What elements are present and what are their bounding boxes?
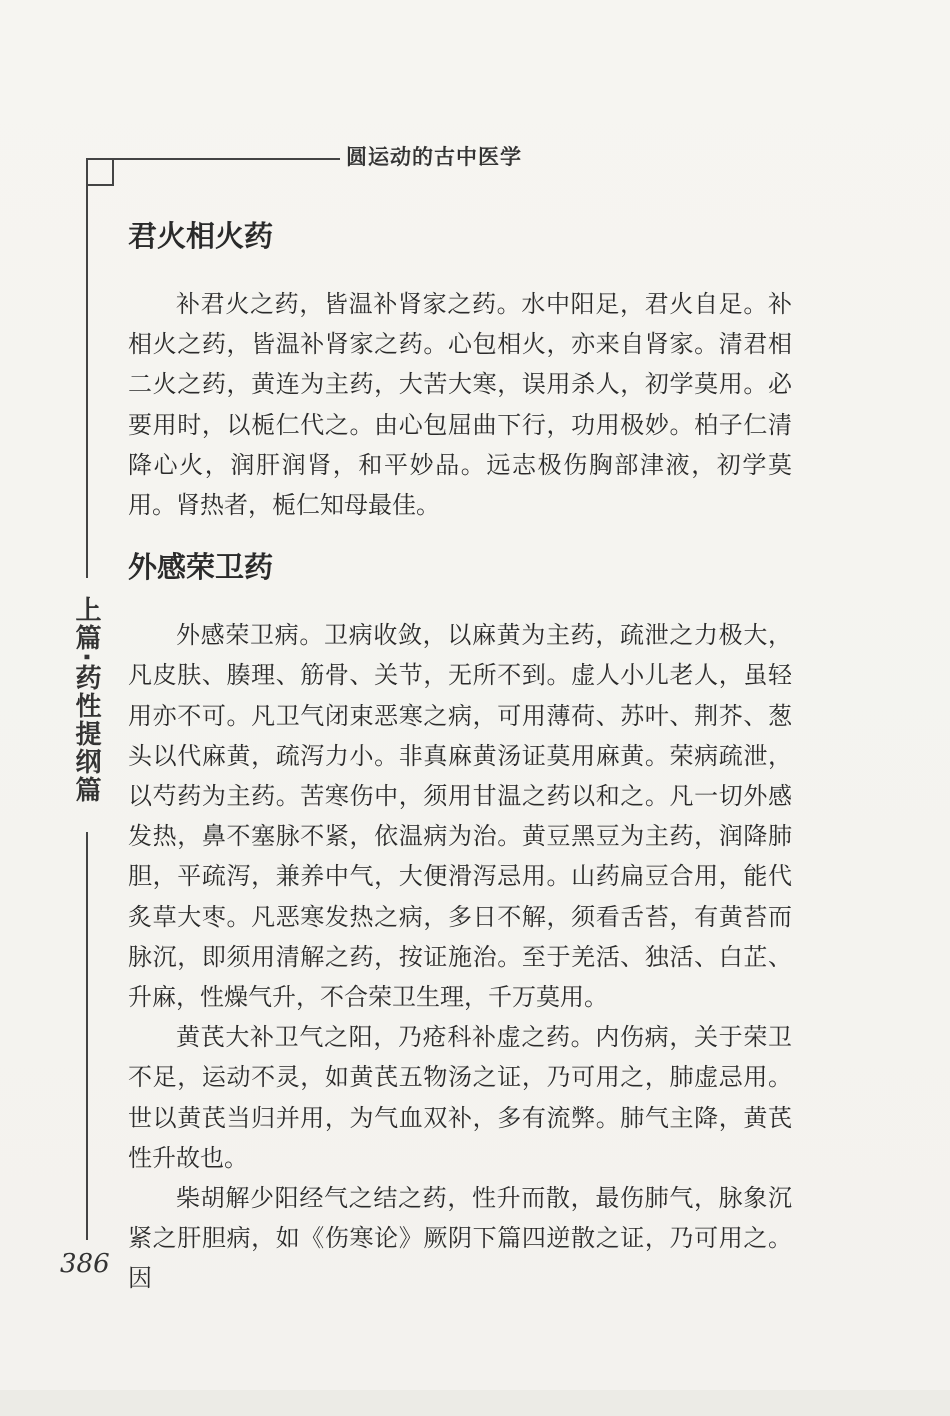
scan-edge: [0, 1390, 950, 1416]
page-body: [128, 214, 792, 1299]
header-rule: [86, 158, 340, 160]
running-header-title: 圆运动的古中医学: [346, 145, 522, 169]
chapter-label: 上篇·药性提纲篇: [71, 596, 101, 804]
page-number: 386: [60, 1249, 110, 1279]
paragraph: 外感荣卫病。卫病收敛，以麻黄为主药，疏泄之力极大，凡皮肤、腠理、筋骨、关节，无所不到。虚人小儿老人，虽轻用亦不可。凡卫气闭束恶寒之病，可用薄荷、苏叶、荆芥、葱头以代麻黄，疏泻力小。非真麻黄汤证莫用麻黄。荣病疏泄，以芍药为主药。苦寒伤中，须用甘温之药以和之。凡一切外感发热，鼻不塞脉不紧，依温病为治。黄豆黑豆为主药，润降肺胆，平疏泻，兼养中气，大便滑泻忌用。山药扁豆合用，能代炙草大枣。凡恶寒发热之病，多日不解，须看舌苔，有黄苔而脉沉，即须用清解之药，按证施治。至于羌活、独活、白芷、升麻，性燥气升，不合荣卫生理，千万莫用。: [128, 621, 792, 1012]
margin-rule-top: [86, 158, 88, 578]
section-heading: 君火相火药: [128, 219, 274, 253]
section-heading: 外感荣卫药: [128, 550, 274, 585]
margin-rule-bottom: [86, 832, 88, 1240]
paragraph: 补君火之药，皆温补肾家之药。水中阳足，君火自足。补相火之药，皆温补肾家之药。心包相火，亦来自肾家。清君相二火之药，黄连为主药，大苦大寒，误用杀人，初学莫用。必要用时，以栀仁代之。由心包屈曲下行，功用极妙。柏子仁清降心火，润肝润肾，和平妙品。远志极伤胸部津液，初学莫用。肾热者，栀仁知母最佳。: [128, 290, 792, 520]
paragraph: 黄芪大补卫气之阳，乃疮科补虚之药。内伤病，关于荣卫不足，运动不灵，如黄芪五物汤之证，乃可用之，肺虚忌用。世以黄芪当归并用，为气血双补，多有流弊。肺气主降，黄芪性升故也。: [128, 1023, 792, 1172]
paragraph: 柴胡解少阳经气之结之药，性升而散，最伤肺气，脉象沉紧之肝胆病，如《伤寒论》厥阴下篇四逆散之证，乃可用之。因: [128, 1184, 792, 1293]
header-corner-box: [86, 158, 114, 186]
